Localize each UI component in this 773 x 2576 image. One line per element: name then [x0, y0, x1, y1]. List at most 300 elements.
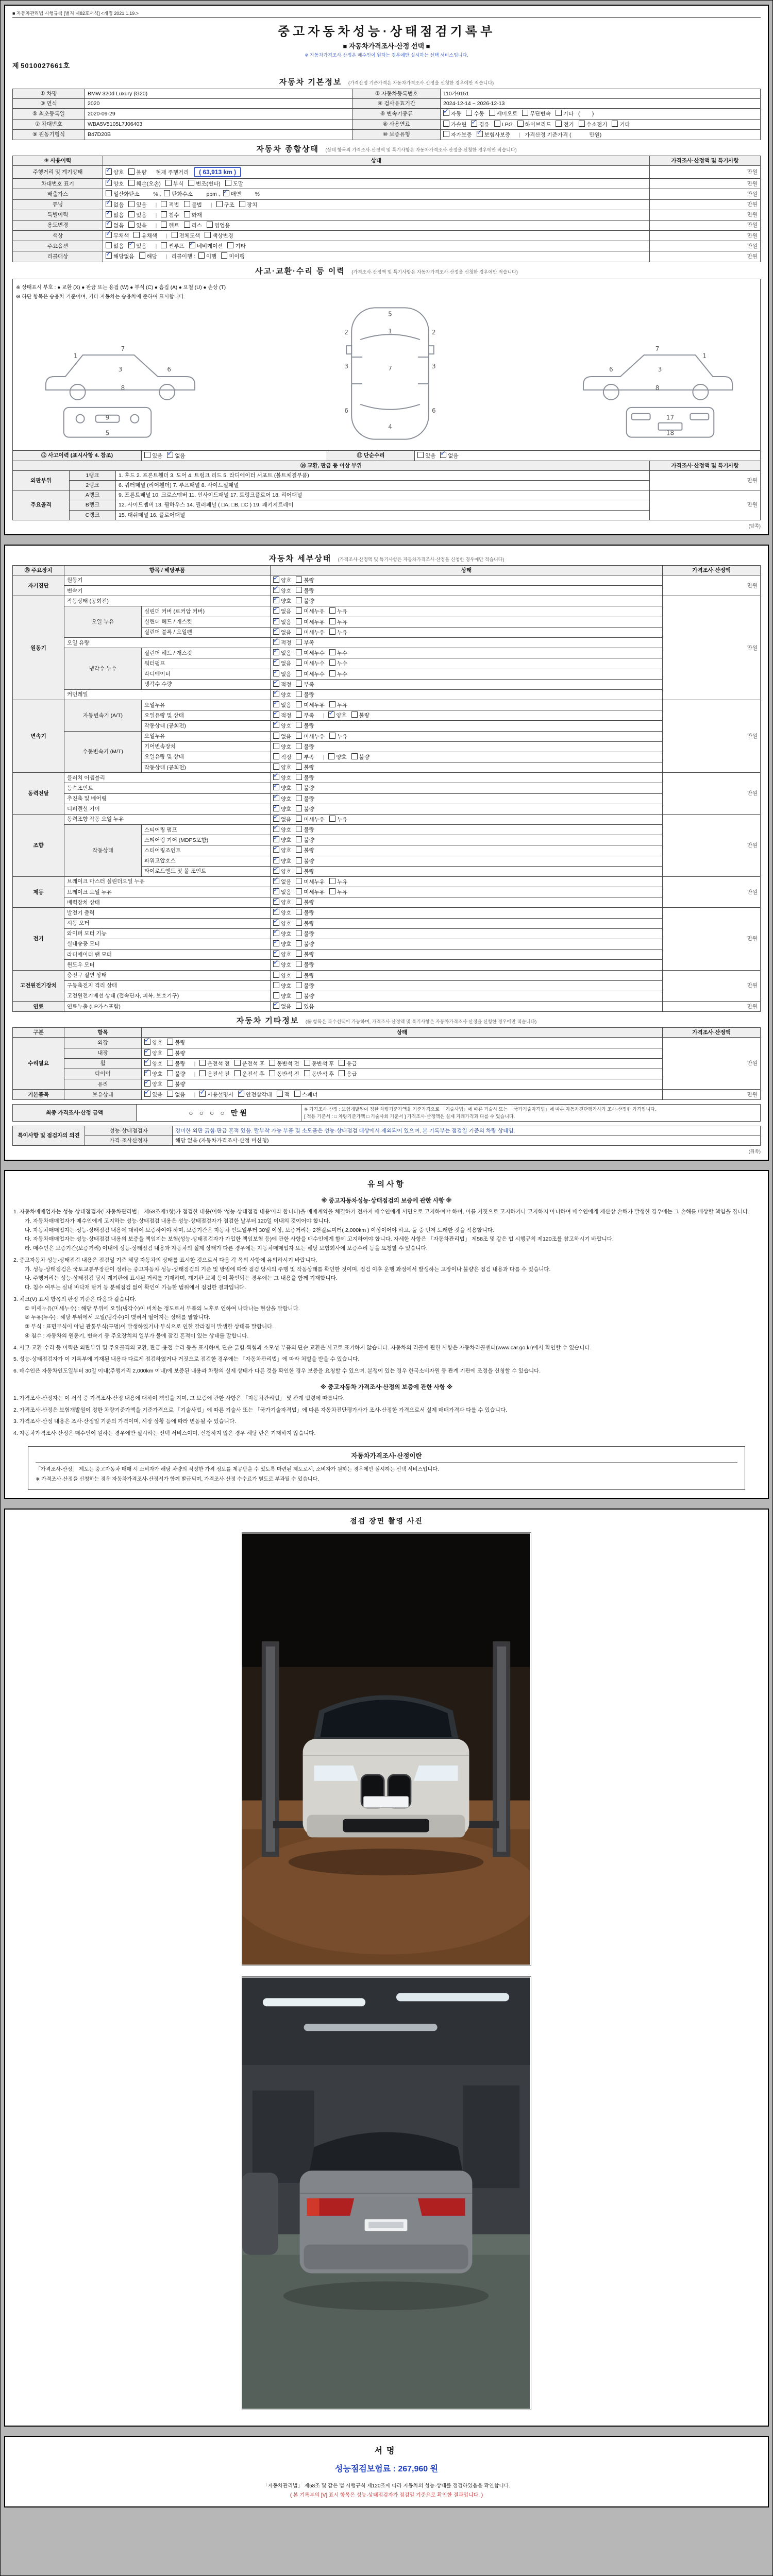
- detail-row: [13, 804, 761, 814]
- checkbox[interactable]: [304, 1060, 310, 1066]
- checkbox[interactable]: [296, 868, 302, 874]
- checkbox[interactable]: [296, 649, 302, 655]
- checkbox[interactable]: [329, 701, 335, 707]
- checkbox[interactable]: [161, 242, 167, 248]
- checkbox[interactable]: [296, 753, 302, 759]
- option: [223, 190, 241, 198]
- checkbox[interactable]: [273, 743, 279, 749]
- checkbox[interactable]: [205, 232, 211, 238]
- checkbox[interactable]: [207, 222, 213, 228]
- checkbox[interactable]: [517, 121, 524, 127]
- checkbox[interactable]: [296, 691, 302, 697]
- item-name: 연료누출 (LP가스포함): [64, 1002, 271, 1012]
- checkbox[interactable]: [296, 982, 302, 988]
- checkbox-checked[interactable]: [273, 649, 279, 655]
- checkbox[interactable]: [296, 733, 302, 739]
- checkbox[interactable]: [296, 951, 302, 957]
- checkbox-checked[interactable]: [238, 1091, 244, 1097]
- checkbox[interactable]: [167, 1080, 173, 1087]
- detail-row: [13, 773, 761, 783]
- option-label: 부족: [304, 640, 314, 646]
- option-label: 미세누수: [304, 660, 325, 667]
- option-label: 동반석 전: [277, 1071, 299, 1077]
- checkbox[interactable]: [296, 639, 302, 645]
- checkbox[interactable]: [329, 607, 335, 614]
- checkbox[interactable]: [273, 992, 279, 998]
- checkbox[interactable]: [329, 649, 335, 655]
- checkbox[interactable]: [133, 232, 140, 238]
- overall-label: 색상: [13, 231, 103, 241]
- checkbox-checked[interactable]: [273, 868, 279, 874]
- option-label: 불량: [175, 1040, 186, 1046]
- detail-row: [13, 887, 761, 897]
- checkbox-checked[interactable]: [273, 597, 279, 603]
- notice-line: 나. 주행거리는 성능·상태점검 당시 계기판에 표시된 거리를 기재하며, 계기판 교체 등이 확인되는 경우에는 그 내용을 함께 기재합니다.: [25, 1275, 338, 1282]
- item-name: 오일누유: [142, 731, 271, 741]
- option: [296, 753, 314, 761]
- checkbox[interactable]: [273, 982, 279, 988]
- checkbox[interactable]: [329, 670, 335, 676]
- checkbox-checked[interactable]: [273, 670, 279, 676]
- status-options: [271, 762, 663, 773]
- checkbox-checked[interactable]: [144, 1080, 150, 1087]
- checkbox-checked[interactable]: [273, 816, 279, 822]
- option: [144, 452, 162, 460]
- checkbox-checked[interactable]: [128, 242, 135, 248]
- checkbox-checked[interactable]: [106, 232, 112, 238]
- status-options: [271, 638, 663, 648]
- checkbox[interactable]: [329, 878, 335, 884]
- accident-note: (가격조사·산정액 및 특기사항은 자동차가격조사·산정을 신청한 경우에만 적습니다): [351, 269, 518, 275]
- checkbox-checked[interactable]: [273, 774, 279, 780]
- checkbox-checked[interactable]: [273, 961, 279, 967]
- checkbox-checked[interactable]: [106, 211, 112, 217]
- option: [273, 846, 291, 854]
- checkbox[interactable]: [269, 1060, 275, 1066]
- checkbox-checked[interactable]: [471, 121, 477, 127]
- option-label: 불량: [359, 713, 369, 719]
- checkbox[interactable]: [106, 190, 112, 196]
- option-label: 없음: [281, 889, 292, 896]
- checkbox[interactable]: [296, 888, 302, 894]
- price-cell: 만원: [650, 470, 761, 490]
- checkbox-checked[interactable]: [144, 1060, 150, 1066]
- checkbox[interactable]: [296, 899, 302, 905]
- detail-row: [13, 939, 761, 949]
- option-label: 양호: [281, 993, 292, 999]
- checkbox-checked[interactable]: [273, 639, 279, 645]
- option-label: 양호: [281, 765, 292, 771]
- checkbox-checked[interactable]: [144, 1049, 150, 1056]
- diagram-part-number: 3: [344, 362, 349, 370]
- checkbox[interactable]: [304, 1070, 310, 1076]
- checkbox-checked[interactable]: [273, 940, 279, 946]
- checkbox[interactable]: [339, 1060, 345, 1066]
- checkbox[interactable]: [556, 110, 562, 116]
- checkbox[interactable]: [227, 242, 233, 248]
- option-label: 동반석 후: [311, 1071, 334, 1077]
- checkbox[interactable]: [296, 878, 302, 884]
- checkbox-checked[interactable]: [106, 168, 112, 175]
- checkbox[interactable]: [139, 252, 145, 259]
- checkbox[interactable]: [167, 1070, 173, 1076]
- checkbox[interactable]: [128, 180, 135, 186]
- checkbox[interactable]: [296, 681, 302, 687]
- checkbox-checked[interactable]: [273, 691, 279, 697]
- device-group: 고전원전기장치: [13, 970, 64, 1002]
- checkbox-checked[interactable]: [477, 131, 483, 137]
- checkbox[interactable]: [165, 180, 172, 186]
- option-label: 양호: [281, 910, 292, 917]
- checkbox[interactable]: [494, 121, 500, 127]
- checkbox[interactable]: [296, 805, 302, 811]
- checkbox[interactable]: [296, 972, 302, 978]
- checkbox[interactable]: [234, 1070, 241, 1076]
- checkbox-checked[interactable]: [144, 1070, 150, 1076]
- doc-number-suffix: 호: [63, 62, 70, 70]
- option-label: 부식: [173, 181, 184, 188]
- option-label: 하이브리드: [525, 121, 551, 128]
- checkbox[interactable]: [184, 222, 190, 228]
- checkbox[interactable]: [144, 452, 150, 458]
- checkbox-checked[interactable]: [273, 587, 279, 593]
- checkbox-checked[interactable]: [273, 920, 279, 926]
- diagram-part-number: 3: [431, 362, 436, 370]
- option-label: 기타: [235, 243, 246, 250]
- final-price-table: [12, 1104, 761, 1121]
- checkbox[interactable]: [443, 131, 449, 137]
- checkbox-checked[interactable]: [273, 836, 279, 842]
- opinion-header: 특이사항 및 점검자의 의견: [13, 1126, 85, 1145]
- checkbox-checked[interactable]: [273, 1003, 279, 1009]
- checkbox-checked[interactable]: [273, 857, 279, 863]
- panel-photos: [4, 1509, 769, 2427]
- checkbox[interactable]: [466, 110, 472, 116]
- checkbox[interactable]: [296, 784, 302, 790]
- option-label: 동반석 후: [311, 1060, 334, 1067]
- diagram-part-number: 5: [105, 429, 110, 437]
- checkbox-checked[interactable]: [273, 846, 279, 853]
- item-name: 워터펌프: [142, 658, 271, 669]
- checkbox[interactable]: [329, 618, 335, 624]
- option-label: 썬루프: [169, 243, 184, 250]
- checkbox[interactable]: [329, 629, 335, 635]
- checkbox[interactable]: [273, 764, 279, 770]
- checkbox-checked[interactable]: [273, 826, 279, 832]
- checkbox[interactable]: [167, 1039, 173, 1045]
- item-name: 추진축 및 베어링: [64, 793, 271, 804]
- detail-row: [13, 950, 761, 960]
- option-label: 탄화수소: [172, 191, 193, 198]
- checkbox[interactable]: [351, 711, 358, 718]
- checkbox-checked[interactable]: [273, 888, 279, 894]
- checkbox[interactable]: [296, 659, 302, 666]
- checkbox-checked[interactable]: [273, 659, 279, 666]
- status-options: [271, 710, 663, 721]
- overall-status: [103, 231, 650, 241]
- detail-row: [13, 991, 761, 1001]
- overall-row: [13, 251, 761, 262]
- checkbox-checked[interactable]: [273, 701, 279, 707]
- detail-row: [13, 928, 761, 939]
- option: [184, 211, 202, 219]
- option-label: 양호: [152, 1071, 163, 1077]
- checkbox[interactable]: [225, 180, 231, 186]
- option-label: 기타: [619, 121, 630, 128]
- diagram-part-number: 8: [121, 384, 125, 392]
- option-label: 있음: [136, 212, 147, 218]
- device-group: 원동기: [13, 596, 64, 700]
- checkbox-checked[interactable]: [273, 711, 279, 718]
- checkbox-checked[interactable]: [328, 711, 334, 718]
- fee-value: 267,960 원: [398, 2464, 439, 2473]
- car-diagram: [15, 301, 758, 448]
- checkbox[interactable]: [221, 252, 227, 259]
- option: [234, 1060, 265, 1067]
- checkbox-checked[interactable]: [443, 110, 449, 116]
- checkbox[interactable]: [296, 597, 302, 603]
- checkbox-checked[interactable]: [440, 452, 446, 458]
- checkbox-checked[interactable]: [273, 607, 279, 614]
- checkbox[interactable]: [522, 110, 528, 116]
- checkbox[interactable]: [277, 1091, 283, 1097]
- item-name: 브레이크 마스터 실린더오일 누유: [64, 876, 271, 887]
- checkbox-checked[interactable]: [273, 805, 279, 811]
- checkbox[interactable]: [296, 816, 302, 822]
- option: [128, 180, 161, 188]
- checkbox[interactable]: [329, 816, 335, 822]
- checkbox[interactable]: [339, 1070, 345, 1076]
- checkbox-checked[interactable]: [106, 252, 112, 259]
- item-name: 디퍼렌셜 기어: [64, 804, 271, 814]
- option: [273, 733, 291, 740]
- checkbox[interactable]: [556, 121, 562, 127]
- checkbox-checked[interactable]: [189, 242, 195, 248]
- checkbox-checked[interactable]: [273, 618, 279, 624]
- notice-line: 나. 자동차매매업자는 성능·상태점검 내용에 대하여 보증하여야 하며, 보증기간은 자동차 인도일부터 30일 이상, 보증거리는 2천킬로미터( 2,000km ) 이상이어야 하고, 둘 중 먼저 도래한 것을 적용합니다.: [25, 1227, 494, 1233]
- checkbox[interactable]: [351, 753, 358, 759]
- checkbox[interactable]: [184, 201, 190, 207]
- checkbox[interactable]: [296, 1003, 302, 1009]
- item-name: 변속기: [64, 586, 271, 596]
- checkbox[interactable]: [417, 452, 424, 458]
- checkbox-checked[interactable]: [273, 681, 279, 687]
- option-label: 양호: [336, 754, 347, 760]
- overall-label: 주행거리 및 계기상태: [13, 166, 103, 179]
- basic-row: [13, 89, 761, 99]
- option: [612, 121, 630, 128]
- price-cell: 만원: [650, 490, 761, 520]
- checkbox[interactable]: [167, 1060, 173, 1066]
- checkbox[interactable]: [296, 764, 302, 770]
- checkbox[interactable]: [329, 733, 335, 739]
- overall-note: (상태 항목의 가격조사·산정액 및 특기사항은 자동차가격조사·산정을 신청한 경우에만 적습니다): [325, 147, 517, 152]
- checkbox-checked[interactable]: [273, 629, 279, 635]
- checkbox[interactable]: [199, 1070, 206, 1076]
- checkbox[interactable]: [443, 121, 449, 127]
- basic-label: ⑧ 사용연료: [353, 119, 441, 129]
- basic-label: ③ 연식: [13, 99, 85, 109]
- checkbox-checked[interactable]: [167, 452, 173, 458]
- checkbox[interactable]: [296, 587, 302, 593]
- checkbox[interactable]: [199, 1060, 206, 1066]
- price-info-box-left: 「가격조사·산정」 제도는 중고자동차 매매 시 소비자가 해당 차량의 적정한 가격 정보를 제공받을 수 있도록 마련된 제도로서, 소비자가 원하는 경우에만 실시하는 선택 서비스입니다.: [36, 1466, 439, 1472]
- price-info-box-title: 자동차가격조사·산정이란: [36, 1451, 737, 1463]
- checkbox[interactable]: [296, 920, 302, 926]
- checkbox-checked[interactable]: [273, 722, 279, 728]
- checkbox[interactable]: [164, 190, 170, 196]
- checkbox[interactable]: [579, 121, 585, 127]
- item-name: 클러치 어셈블리: [64, 773, 271, 783]
- overall-row: [13, 231, 761, 241]
- option-label: 불량: [175, 1060, 186, 1067]
- checkbox[interactable]: [489, 110, 495, 116]
- price-cell: 만원: [663, 814, 761, 876]
- option-label: 불량: [304, 910, 314, 917]
- checkbox-checked[interactable]: [273, 899, 279, 905]
- option: [296, 972, 314, 979]
- checkbox-checked[interactable]: [144, 1091, 150, 1097]
- checkbox-checked[interactable]: [273, 930, 279, 936]
- checkbox[interactable]: [161, 201, 167, 207]
- checkbox-checked[interactable]: [273, 909, 279, 915]
- checkbox[interactable]: [296, 795, 302, 801]
- detail-row: [13, 700, 761, 710]
- checkbox[interactable]: [273, 753, 279, 759]
- checkbox[interactable]: [294, 1091, 300, 1097]
- option-label: 없음: [281, 702, 292, 709]
- checkbox[interactable]: [239, 201, 245, 207]
- checkbox-checked[interactable]: [106, 222, 112, 228]
- checkbox[interactable]: [296, 909, 302, 915]
- option: [273, 639, 291, 647]
- checkbox[interactable]: [167, 1049, 173, 1056]
- checkbox[interactable]: [106, 242, 112, 248]
- option: [296, 681, 314, 688]
- checkbox[interactable]: [188, 180, 194, 186]
- checkbox-checked[interactable]: [273, 951, 279, 957]
- option-label: 있음: [136, 243, 147, 250]
- option: [106, 242, 124, 250]
- checkbox[interactable]: [296, 774, 302, 780]
- option: [273, 764, 291, 771]
- checkbox[interactable]: [329, 888, 335, 894]
- checkbox[interactable]: [296, 930, 302, 936]
- option: [273, 722, 291, 730]
- checkbox[interactable]: [296, 743, 302, 749]
- basic-row: [13, 109, 761, 119]
- option-label: 미세누수: [304, 650, 325, 657]
- option-label: 있음: [152, 452, 163, 459]
- checkbox-checked[interactable]: [273, 878, 279, 884]
- checkbox[interactable]: [296, 711, 302, 718]
- checkbox[interactable]: [216, 201, 223, 207]
- checkbox[interactable]: [296, 836, 302, 842]
- option-label: 침수: [169, 212, 179, 218]
- checkbox[interactable]: [329, 659, 335, 666]
- checkbox[interactable]: [234, 1060, 241, 1066]
- checkbox[interactable]: [269, 1070, 275, 1076]
- option-label: 양호: [281, 858, 292, 865]
- checkbox-checked[interactable]: [273, 784, 279, 790]
- device-group: 전기: [13, 908, 64, 970]
- item-sub: 작동상태: [64, 825, 142, 877]
- option: [273, 607, 291, 615]
- option-divider: |: [155, 243, 157, 250]
- checkbox[interactable]: [161, 222, 167, 228]
- price-cell: 만원: [650, 199, 761, 210]
- checkbox[interactable]: [296, 826, 302, 832]
- status-options: [271, 793, 663, 804]
- checkbox[interactable]: [296, 722, 302, 728]
- option-label: 화재: [191, 212, 202, 218]
- checkbox[interactable]: [296, 857, 302, 863]
- status-options: [271, 980, 663, 991]
- checkbox[interactable]: [128, 222, 135, 228]
- option: [296, 846, 314, 854]
- checkbox[interactable]: [296, 577, 302, 583]
- notice-line: 6. 매수인은 자동차인도일부터 30일 이내(주행거리 2,000km 이내)에 보증된 내용과 차량의 실제 상태가 다른 것을 확인한 경우 보증을 요청할 수 있으며, 분쟁이 있는 경우 한국소비자원 등 관계 기관에 조정을 신청할 수 있습니다.: [13, 1368, 541, 1375]
- checkbox[interactable]: [128, 168, 135, 175]
- checkbox[interactable]: [296, 992, 302, 998]
- option-label: 양호: [281, 806, 292, 812]
- checkbox[interactable]: [296, 961, 302, 967]
- option-text: % ,: [144, 191, 161, 198]
- checkbox[interactable]: [128, 201, 135, 207]
- checkbox[interactable]: [273, 972, 279, 978]
- option: [273, 940, 291, 948]
- checkbox-checked[interactable]: [273, 795, 279, 801]
- checkbox-checked[interactable]: [199, 1091, 206, 1097]
- checkbox[interactable]: [296, 629, 302, 635]
- checkbox[interactable]: [296, 618, 302, 624]
- checkbox-checked[interactable]: [144, 1039, 150, 1045]
- checkbox[interactable]: [172, 232, 178, 238]
- overall-status: [103, 220, 650, 230]
- checkbox[interactable]: [167, 1091, 173, 1097]
- checkbox[interactable]: [161, 211, 167, 217]
- detail-section-head: [12, 550, 761, 565]
- status-options: [271, 887, 663, 897]
- option-label: 적정: [281, 754, 292, 760]
- option-label: 누수: [337, 660, 348, 667]
- checkbox[interactable]: [198, 252, 205, 259]
- checkbox[interactable]: [296, 701, 302, 707]
- checkbox[interactable]: [128, 211, 135, 217]
- checkbox-checked[interactable]: [223, 190, 229, 196]
- checkbox[interactable]: [296, 607, 302, 614]
- checkbox[interactable]: [612, 121, 618, 127]
- option: [199, 1070, 230, 1078]
- checkbox[interactable]: [296, 846, 302, 853]
- item-name: 동력조향 작동 오일 누유: [64, 814, 271, 824]
- option-label: 양호: [281, 598, 292, 605]
- checkbox[interactable]: [296, 670, 302, 676]
- checkbox-checked[interactable]: [273, 577, 279, 583]
- option: [273, 982, 291, 990]
- checkbox[interactable]: [273, 733, 279, 739]
- status-options: [271, 835, 663, 845]
- checkbox-checked[interactable]: [106, 180, 112, 186]
- etc-status-options: [142, 1058, 663, 1069]
- checkbox-checked[interactable]: [106, 201, 112, 207]
- checkbox[interactable]: [184, 211, 190, 217]
- field-value: 2020-09-29: [88, 110, 115, 117]
- option: [296, 764, 314, 771]
- checkbox[interactable]: [328, 753, 334, 759]
- checkbox[interactable]: [296, 940, 302, 946]
- item-name: 윈도우 모터: [64, 960, 271, 970]
